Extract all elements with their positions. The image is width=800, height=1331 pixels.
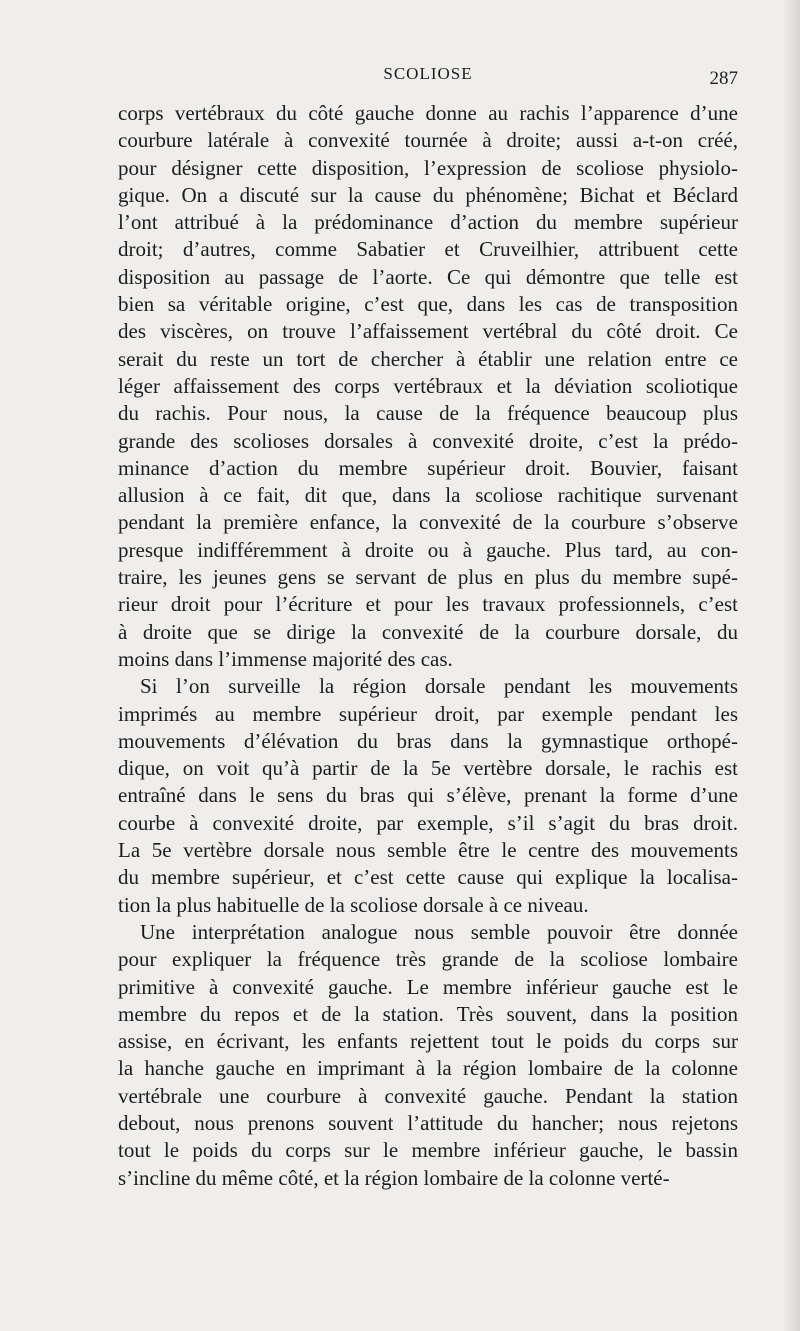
text-line: primitive à convexité gauche. Le membre inférieur gauche est le (118, 974, 738, 999)
text-line: la hanche gauche en imprimant à la région lombaire de la colonne (118, 1056, 738, 1081)
text-line: Une interprétation analogue nous semble pouvoir être donnée (140, 919, 738, 944)
page-edge-shadow (782, 0, 800, 1331)
text-line: à droite que se dirige la convexité de la courbure dorsale, du (118, 619, 738, 644)
page-number: 287 (709, 68, 738, 89)
text-line: tion la plus habituelle de la scoliose dorsale à ce niveau. (118, 892, 589, 917)
text-line: presque indifféremment à droite ou à gauche. Plus tard, au con- (118, 537, 738, 562)
text-line: droit; d’autres, comme Sabatier et Cruveilhier, attribuent cette (118, 237, 738, 262)
text-line: léger affaissement des corps vertébraux et la déviation scoliotique (118, 373, 738, 398)
text-line: La 5e vertèbre dorsale nous semble être le centre des mouvements (118, 838, 738, 863)
running-title: SCOLIOSE (383, 64, 473, 83)
text-line: rieur droit pour l’écriture et pour les travaux professionnels, c’est (118, 592, 738, 617)
text-line: du rachis. Pour nous, la cause de la fréquence beaucoup plus (118, 401, 738, 426)
text-line: entraîné dans le sens du bras qui s’élève, prenant la forme d’une (118, 783, 738, 808)
text-line: minance d’action du membre supérieur droit. Bouvier, faisant (118, 455, 738, 480)
text-line: l’ont attribué à la prédominance d’action du membre supérieur (118, 210, 738, 235)
text-line: gique. On a discuté sur la cause du phénomène; Bichat et Béclard (118, 182, 738, 207)
text-line: des viscères, on trouve l’affaissement vertébral du côté droit. Ce (118, 319, 738, 344)
page-header (118, 64, 738, 94)
text-line: tout le poids du corps sur le membre inférieur gauche, le bassin (118, 1138, 738, 1163)
text-line: pour expliquer la fréquence très grande de la scoliose lombaire (118, 947, 738, 972)
text-line: membre du repos et de la station. Très souvent, dans la position (118, 1001, 738, 1026)
text-line: disposition au passage de l’aorte. Ce qui démontre que telle est (118, 264, 738, 289)
body-text (118, 100, 738, 1192)
text-line: s’incline du même côté, et la région lombaire de la colonne verté- (118, 1165, 670, 1190)
text-line: Si l’on surveille la région dorsale pendant les mouvements (140, 674, 738, 699)
text-line: imprimés au membre supérieur droit, par exemple pendant les (118, 701, 738, 726)
text-line: mouvements d’élévation du bras dans la gymnastique orthopé- (118, 728, 738, 753)
text-line: du membre supérieur, et c’est cette cause qui explique la localisa- (118, 865, 738, 890)
text-line: dique, on voit qu’à partir de la 5e vertèbre dorsale, le rachis est (118, 756, 738, 781)
text-line: vertébrale une courbure à convexité gauche. Pendant la station (118, 1083, 738, 1108)
text-line: bien sa véritable origine, c’est que, dans les cas de transposition (118, 292, 738, 317)
text-line: pendant la première enfance, la convexité de la courbure s’observe (118, 510, 738, 535)
text-line: debout, nous prenons souvent l’attitude du hancher; nous rejetons (118, 1110, 738, 1135)
text-line: corps vertébraux du côté gauche donne au rachis l’apparence d’une (118, 101, 738, 125)
text-line: grande des scolioses dorsales à convexité droite, c’est la prédo- (118, 428, 738, 453)
text-line: assise, en écrivant, les enfants rejettent tout le poids du corps sur (118, 1029, 738, 1054)
text-line: allusion à ce fait, dit que, dans la scoliose rachitique survenant (118, 483, 738, 508)
text-line: traire, les jeunes gens se servant de plus en plus du membre supé- (118, 565, 738, 590)
text-line: courbure latérale à convexité tournée à droite; aussi a-t-on créé, (118, 128, 738, 153)
text-line: serait du reste un tort de chercher à établir une relation entre ce (118, 346, 738, 371)
text-line: moins dans l’immense majorité des cas. (118, 646, 453, 671)
text-line: courbe à convexité droite, par exemple, s’il s’agit du bras droit. (118, 810, 738, 835)
text-line: pour désigner cette disposition, l’expression de scoliose physiolo- (118, 155, 738, 180)
